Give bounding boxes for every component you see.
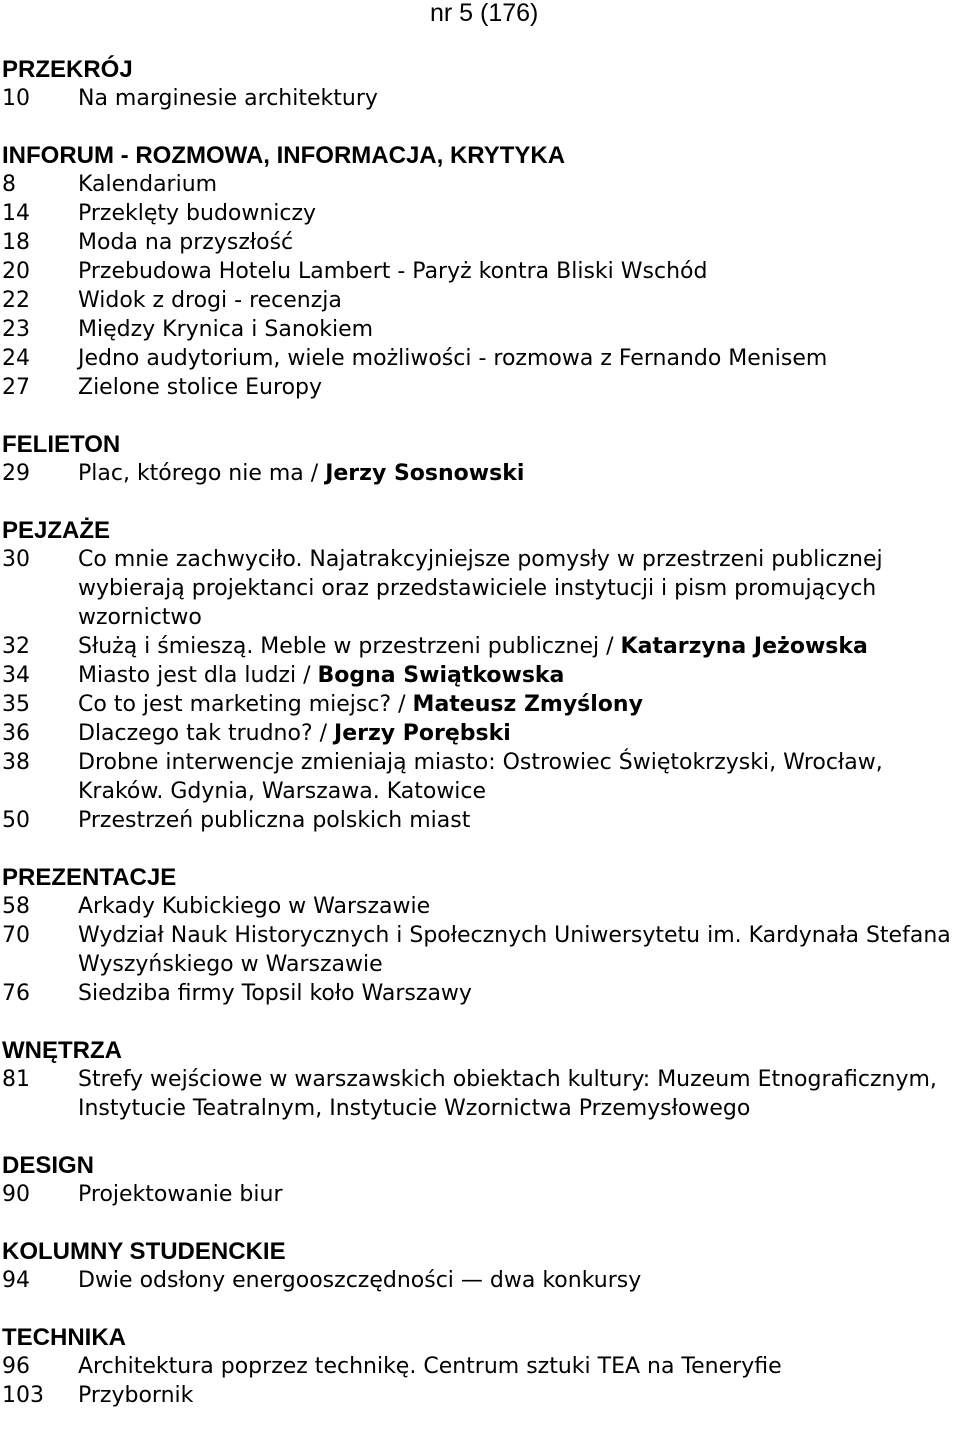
toc-section [2,55,958,113]
author-name: Mateusz Zmyślony [412,692,643,717]
toc-entry [2,979,958,1008]
section-title: PRZEKRÓJ [2,56,133,83]
toc-entry [2,892,958,921]
article-title: Arkady Kubickiego w Warszawie [78,894,431,919]
page-number: 10 [2,86,30,111]
toc-entry [2,315,958,344]
entry-text [78,373,958,402]
page-number: 32 [2,634,30,659]
entry-text [78,632,958,661]
entry-text [78,690,958,719]
page-number: 58 [2,894,30,919]
page-number: 50 [2,808,30,833]
toc-section [2,1323,958,1410]
article-title: Architektura poprzez technikę. Centrum sztuki TEA na Teneryfie [78,1354,782,1379]
toc-entry [2,257,958,286]
article-title: Dwie odsłony energooszczędności — dwa konkursy [78,1268,642,1293]
author-name: Jerzy Sosnowski [325,461,525,486]
toc-entry [2,545,958,632]
toc-section [2,516,958,835]
entry-text [78,1180,958,1209]
entry-text [78,1065,958,1123]
toc-entry [2,84,958,113]
toc-entry [2,632,958,661]
article-title: Między Krynica i Sanokiem [78,317,374,342]
author-name: Bogna Swiątkowska [317,663,565,688]
article-title: Plac, którego nie ma / [78,461,326,486]
page-number: 81 [2,1067,30,1092]
toc-entry [2,170,958,199]
toc-entry [2,748,958,806]
toc-entry [2,806,958,835]
toc-entry [2,690,958,719]
article-title: Na marginesie architektury [78,86,378,111]
section-title: PREZENTACJE [2,864,177,891]
page-number: 18 [2,230,30,255]
page-number: 36 [2,721,30,746]
entry-text [78,199,958,228]
toc-entry [2,373,958,402]
article-title: Przestrzeń publiczna polskich miast [78,808,471,833]
toc-section [2,863,958,1008]
page-number: 90 [2,1182,30,1207]
article-title: Siedziba firmy Topsil koło Warszawy [78,981,472,1006]
page-number: 94 [2,1268,30,1293]
article-title: Widok z drogi - recenzja [78,288,342,313]
article-title: Projektowanie biur [78,1182,283,1207]
page-number: 8 [2,172,16,197]
section-title: WNĘTRZA [2,1037,122,1064]
toc-entry [2,459,958,488]
section-title: KOLUMNY STUDENCKIE [2,1238,286,1265]
article-title: Przybornik [78,1383,194,1408]
entry-text [78,286,958,315]
article-title: Miasto jest dla ludzi / [78,663,318,688]
section-title: DESIGN [2,1152,95,1179]
article-title: Strefy wejściowe w warszawskich obiektach kultury: Muzeum Etnograficznym, Instytucie Teatralnym, Instytucie Wzornictwa Przemysłowego [78,1067,937,1121]
toc-entry [2,1266,958,1295]
toc-entry [2,1065,958,1123]
section-title: INFORUM - ROZMOWA, INFORMACJA, KRYTYKA [2,142,566,169]
issue-number: nr 5 (176) [430,0,539,27]
author-name: Katarzyna Jeżowska [620,634,868,659]
page-number: 30 [2,547,30,572]
toc-entry [2,1352,958,1381]
article-title: Przebudowa Hotelu Lambert - Paryż kontra Bliski Wschód [78,259,708,284]
section-title: FELIETON [2,431,121,458]
article-title: Zielone stolice Europy [78,375,323,400]
toc-section [2,1151,958,1209]
page-number: 103 [2,1383,44,1408]
entry-text [78,921,958,979]
page-number: 76 [2,981,30,1006]
page-number: 70 [2,923,30,948]
page-number: 24 [2,346,30,371]
toc-section [2,430,958,488]
page-number: 34 [2,663,30,688]
page-number: 14 [2,201,30,226]
article-title: Przeklęty budowniczy [78,201,317,226]
entry-text [78,806,958,835]
article-title: Drobne interwencje zmieniają miasto: Ostrowiec Świętokrzyski, Wrocław, Kraków. Gdynia, Warszawa. Katowice [78,750,883,804]
entry-text [78,719,958,748]
toc-entry [2,286,958,315]
entry-text [78,545,958,632]
entry-text [78,257,958,286]
page-number: 38 [2,750,30,775]
author-name: Jerzy Porębski [334,721,511,746]
page-number: 35 [2,692,30,717]
page-number: 96 [2,1354,30,1379]
page-number: 22 [2,288,30,313]
toc-entry [2,199,958,228]
article-title: Wydział Nauk Historycznych i Społecznych Uniwersytetu im. Kardynała Stefana Wyszyńskiego w Warszawie [78,923,951,977]
entry-text [78,661,958,690]
article-title: Kalendarium [78,172,218,197]
toc-entry [2,228,958,257]
entry-text [78,892,958,921]
toc-entry [2,661,958,690]
entry-text [78,315,958,344]
entry-text [78,228,958,257]
page-number: 23 [2,317,30,342]
entry-text [78,979,958,1008]
toc-section [2,1237,958,1295]
entry-text [78,748,958,806]
entry-text [78,1266,958,1295]
entry-text [78,344,958,373]
article-title: Dlaczego tak trudno? / [78,721,335,746]
article-title: Służą i śmieszą. Meble w przestrzeni publicznej / [78,634,621,659]
article-title: Co mnie zachwyciło. Najatrakcyjniejsze pomysły w przestrzeni publicznej wybierają projektanci oraz przedstawiciele instytucji i pism promujących wzornictwo [78,547,883,630]
toc-entry [2,719,958,748]
page-number: 27 [2,375,30,400]
table-of-contents [2,55,958,1438]
entry-text [78,1352,958,1381]
article-title: Jedno audytorium, wiele możliwości - rozmowa z Fernando Menisem [78,346,828,371]
page-number: 29 [2,461,30,486]
entry-text [78,459,958,488]
toc-entry [2,1180,958,1209]
article-title: Moda na przyszłość [78,230,294,255]
section-title: PEJZAŻE [2,517,111,544]
article-title: Co to jest marketing miejsc? / [78,692,413,717]
section-title: TECHNIKA [2,1324,126,1351]
entry-text [78,84,958,113]
toc-section [2,1036,958,1123]
page-number: 20 [2,259,30,284]
toc-section [2,141,958,402]
toc-entry [2,921,958,979]
toc-entry [2,1381,958,1410]
entry-text [78,1381,958,1410]
entry-text [78,170,958,199]
toc-entry [2,344,958,373]
